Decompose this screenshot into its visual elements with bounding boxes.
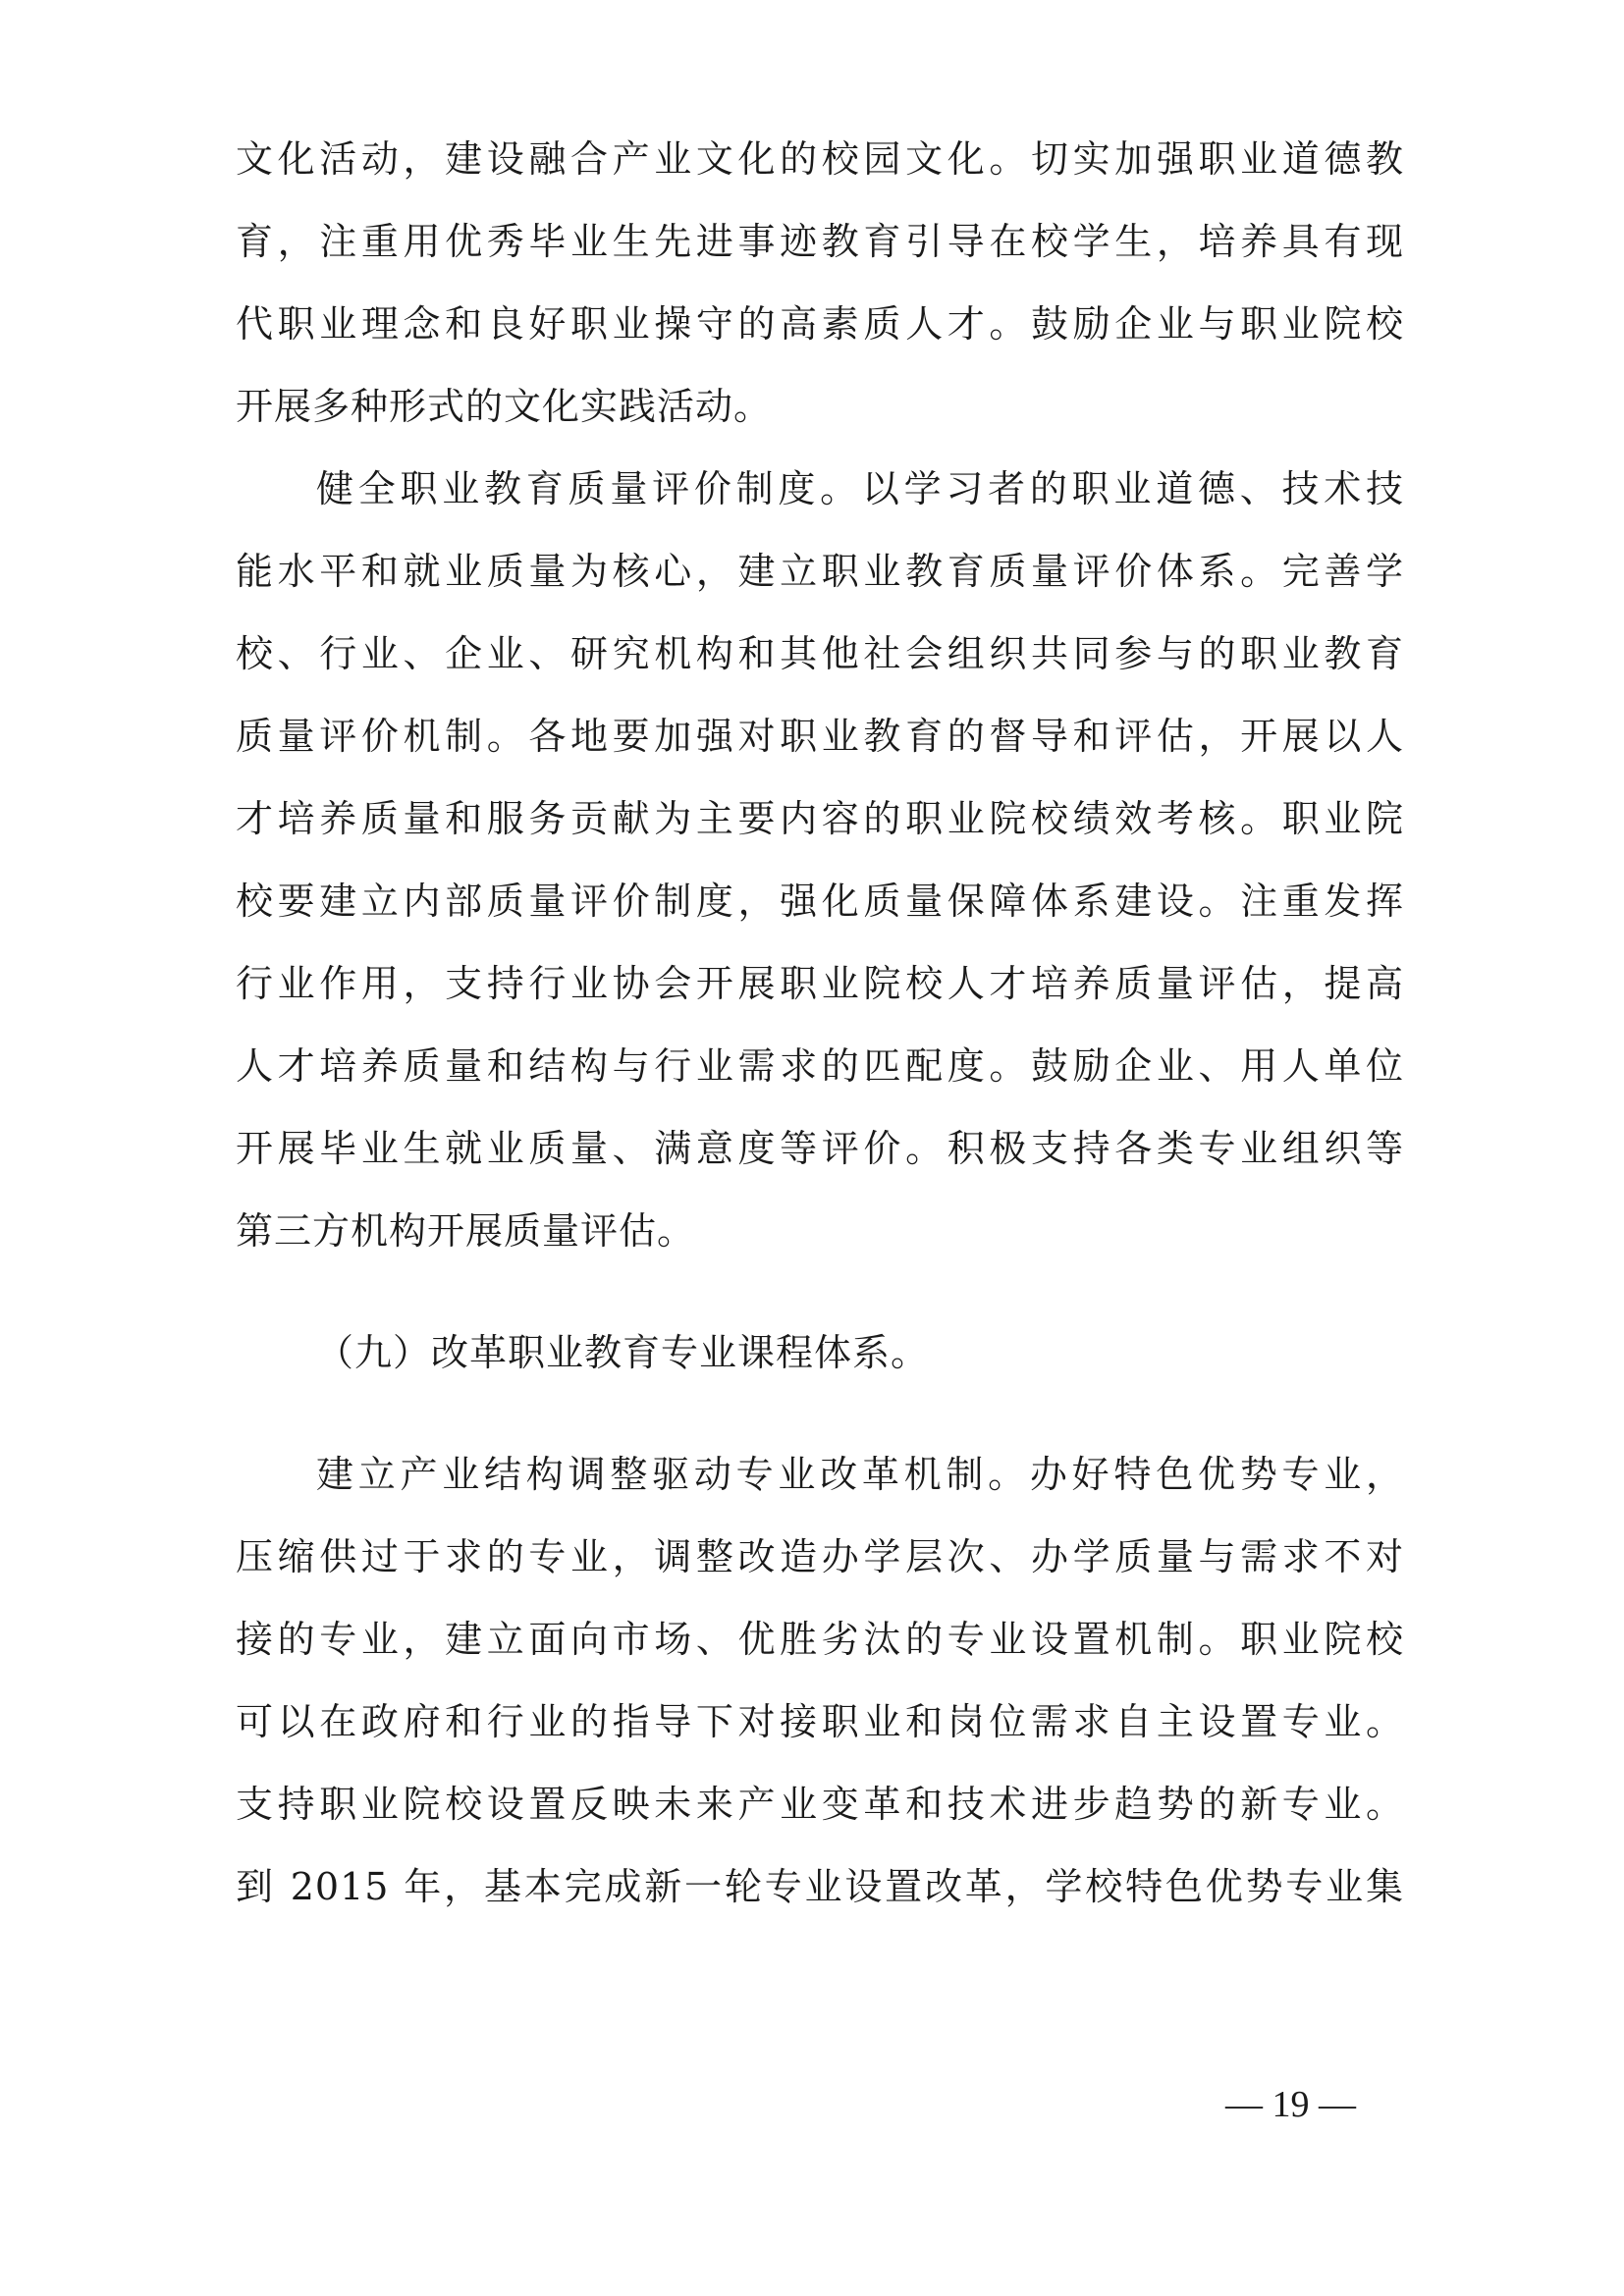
paragraph-1-line-1: 文化活动，建设融合产业文化的校园文化。切实加强职业道德教: [236, 137, 1404, 181]
paragraph-2-line-6: 校要建立内部质量评价制度，强化质量保障体系建设。注重发挥: [236, 880, 1404, 923]
paragraph-1-line-4: 开展多种形式的文化实践活动。: [236, 385, 773, 428]
paragraph-1-line-3: 代职业理念和良好职业操守的高素质人才。鼓励企业与职业院校: [236, 302, 1404, 346]
paragraph-2-line-10: 第三方机构开展质量评估。: [236, 1209, 696, 1253]
paragraph-2-line-8: 人才培养质量和结构与行业需求的匹配度。鼓励企业、用人单位: [236, 1044, 1404, 1088]
paragraph-2-line-7: 行业作用，支持行业协会开展职业院校人才培养质量评估，提高: [236, 962, 1404, 1005]
paragraph-2-line-2: 能水平和就业质量为核心，建立职业教育质量评价体系。完善学: [236, 550, 1404, 593]
paragraph-2-line-3: 校、行业、企业、研究机构和其他社会组织共同参与的职业教育: [236, 632, 1404, 675]
paragraph-3-line-3: 接的专业，建立面向市场、优胜劣汰的专业设置机制。职业院校: [236, 1618, 1404, 1661]
paragraph-3-line-5: 支持职业院校设置反映未来产业变革和技术进步趋势的新专业。: [236, 1783, 1404, 1826]
paragraph-3-line-1: 建立产业结构调整驱动专业改革机制。办好特色优势专业，: [316, 1453, 1404, 1496]
paragraph-2-line-1: 健全职业教育质量评价制度。以学习者的职业道德、技术技: [316, 467, 1404, 510]
paragraph-1-line-2: 育，注重用优秀毕业生先进事迹教育引导在校学生，培养具有现: [236, 220, 1404, 263]
paragraph-2-line-4: 质量评价机制。各地要加强对职业教育的督导和评估，开展以人: [236, 715, 1404, 758]
paragraph-2-line-9: 开展毕业生就业质量、满意度等评价。积极支持各类专业组织等: [236, 1127, 1404, 1170]
paragraph-3-line-6: 到 2015 年，基本完成新一轮专业设置改革，学校特色优势专业集: [236, 1865, 1404, 1908]
page-number: — 19 —: [1225, 2084, 1356, 2125]
section-heading: （九）改革职业教育专业课程体系。: [316, 1331, 930, 1374]
paragraph-3-line-2: 压缩供过于求的专业，调整改造办学层次、办学质量与需求不对: [236, 1535, 1404, 1578]
paragraph-2-line-5: 才培养质量和服务贡献为主要内容的职业院校绩效考核。职业院: [236, 797, 1404, 840]
paragraph-3-line-4: 可以在政府和行业的指导下对接职业和岗位需求自主设置专业。: [236, 1700, 1404, 1743]
